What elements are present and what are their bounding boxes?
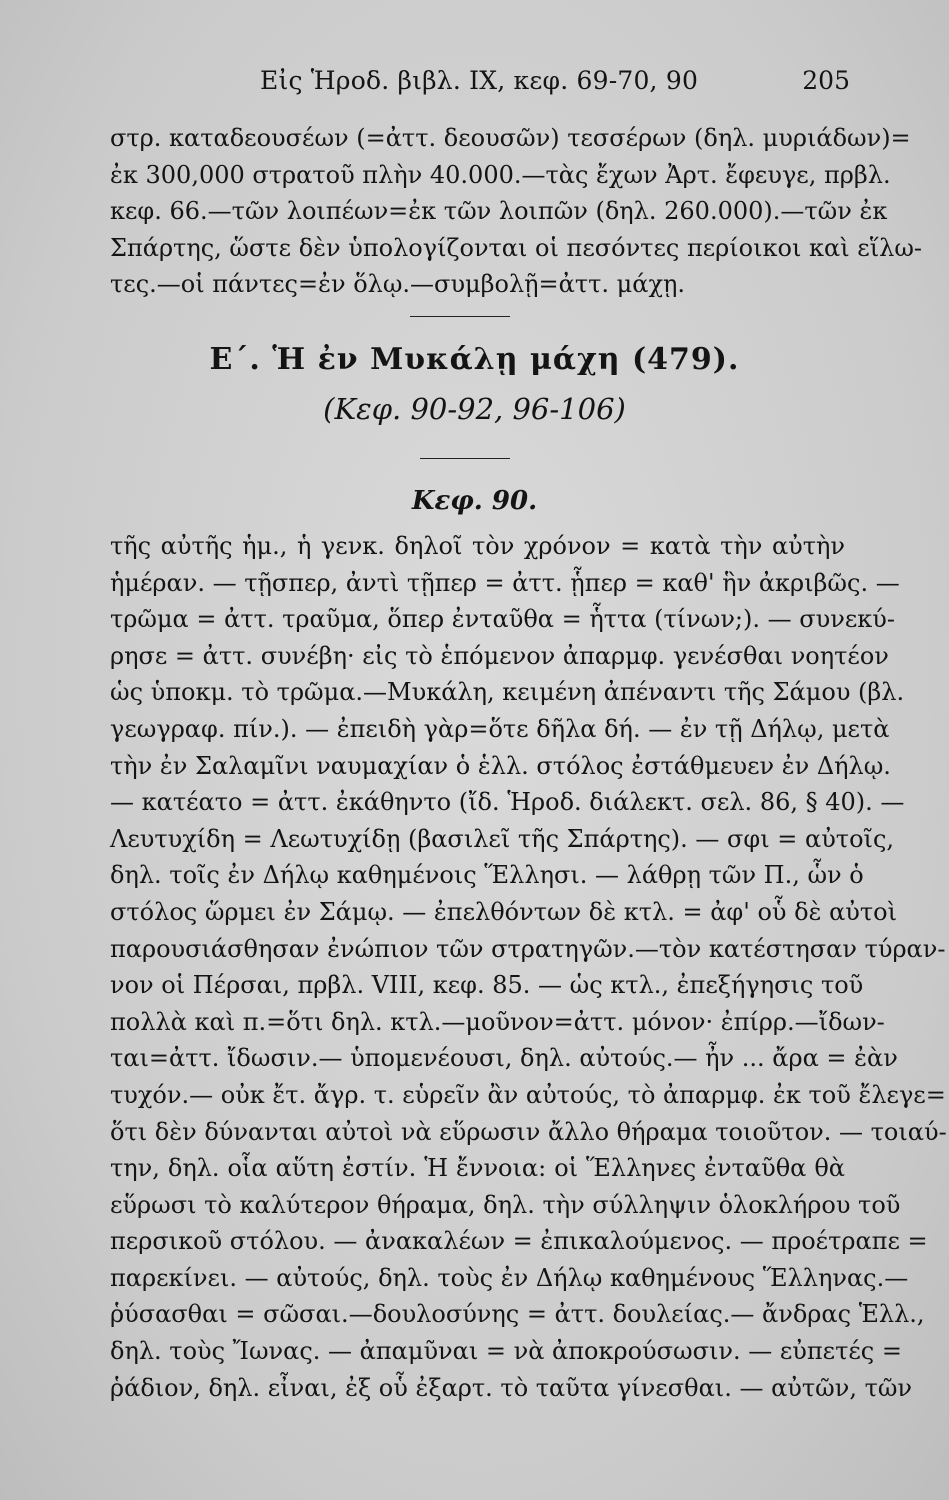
section-subtitle: (Κεφ. 90-92, 96-106) [323,392,626,426]
running-title: Εἰς Ἡροδ. βιβλ. IX, κεφ. 69-70, 90 [260,66,699,95]
text-line: τρῶμα = ἀττ. τραῦμα, ὅπερ ἐνταῦθα = ἧττα (τίνων;). — συνεκύ- [110,605,895,634]
text-line: παρουσιάσθησαν ἐνώπιον τῶν στρατηγῶν.—τὸν κατέστησαν τύραν- [110,934,946,963]
text-line: πολλὰ καὶ π.=ὅτι δηλ. κτλ.—μοῦνον=ἀττ. μόνον· ἐπίρρ.—ἴδων- [110,1007,885,1036]
text-line: τυχόν.— οὐκ ἔτ. ἄγρ. τ. εὑρεῖν ἂν αὐτούς, τὸ ἀπαρμφ. ἐκ τοῦ ἔλεγε= [110,1080,946,1109]
text-line: περσικοῦ στόλου. — ἀνακαλέων = ἐπικαλούμενος. — προέτραπε = [110,1227,928,1256]
text-line: την, δηλ. οἷα αὕτη ἐστίν. Ἡ ἔννοια: οἱ Ἕλληνες ἐνταῦθα θὰ [110,1154,845,1183]
text-line: Σπάρτης, ὥστε δὲν ὑπολογίζονται οἱ πεσόντες περίοικοι καὶ εἵλω- [110,233,923,262]
commentary-body [110,528,947,1406]
text-line: παρεκίνει. — αὐτούς, δηλ. τοὺς ἐν Δήλῳ καθημένους Ἕλληνας.— [110,1263,909,1292]
text-line: ῥύσασθαι = σῶσαι.—δουλοσύνης = ἀττ. δουλείας.— ἄνδρας Ἑλλ., [110,1300,925,1329]
text-line: ρησε = ἀττ. συνέβη· εἰς τὸ ἑπόμενον ἀπαρμφ. γενέσθαι νοητέον [110,641,889,670]
text-line: τες.—οἱ πάντες=ἐν ὅλῳ.—συμβολῇ=ἀττ. μάχῃ. [110,270,686,298]
text-line: νον οἱ Πέρσαι, πρβλ. VIII, κεφ. 85. — ὡς κτλ., ἐπεξήγησις τοῦ [110,971,864,1000]
text-line: εὕρωσι τὸ καλύτερον θήραμα, δηλ. τὴν σύλληψιν ὁλοκλήρου τοῦ [110,1190,901,1219]
running-head [110,62,850,102]
text-line: δηλ. τοῖς ἐν Δήλῳ καθημένοις Ἕλλησι. — λάθρῃ τῶν Π., ὧν ὁ [110,861,864,890]
text-line: ἡμέραν. — τῇσπερ, ἀντὶ τῇπερ = ἀττ. ᾗπερ = καθ' ἣν ἀκριβῶς. — [110,568,900,597]
text-line: τὴν ἐν Σαλαμῖνι ναυμαχίαν ὁ ἑλλ. στόλος ἐστάθμευεν ἐν Δήλῳ. [110,751,891,780]
text-line: ὅτι δὲν δύνανται αὐτοὶ νὰ εὕρωσιν ἄλλο θήραμα τοιοῦτον. — τοιαύ- [110,1117,947,1146]
divider-rule [410,316,510,317]
text-line: ται=ἀττ. ἴδωσιν.— ὑπομενέουσι, δηλ. αὐτούς.— ἦν ... ἄρα = ἐὰν [110,1044,898,1073]
text-line: δηλ. τοὺς Ἴωνας. — ἀπαμῦναι = νὰ ἀποκρούσωσιν. — εὐπετές = [110,1337,902,1366]
divider-rule [420,458,510,459]
text-line: στρ. καταδεουσέων (=ἀττ. δεουσῶν) τεσσέρων (δηλ. μυριάδων)= [110,124,911,152]
text-line: ἐκ 300,000 στρατοῦ πλὴν 40.000.—τὰς ἔχων Ἀρτ. ἔφευγε, πρβλ. [110,160,891,189]
text-line: Λευτυχίδη = Λεωτυχίδῃ (βασιλεῖ τῆς Σπάρτης). — σφι = αὐτοῖς, [110,824,895,853]
text-line: τῆς αὐτῆς ἡμ., ἡ γενκ. δηλοῖ τὸν χρόνον = κατὰ τὴν αὐτὴν [110,532,845,560]
text-line: ὡς ὑποκμ. τὸ τρῶμα.—Μυκάλη, κειμένη ἀπέναντι τῆς Σάμου (βλ. [110,678,905,707]
text-line: — κατέατο = ἀττ. ἐκάθηντο (ἴδ. Ἡροδ. διάλεκτ. σελ. 86, § 40). — [110,788,905,817]
commentary-continuation [110,120,923,303]
section-title: Ε΄. Ἡ ἐν Μυκάλῃ μάχη (479). [209,342,740,377]
text-line: γεωγραφ. πίν.). — ἐπειδὴ γὰρ=ὅτε δῆλα δή. — ἐν τῇ Δήλῳ, μετὰ [110,714,890,743]
text-line: στόλος ὥρμει ἐν Σάμῳ. — ἐπελθόντων δὲ κτλ. = ἀφ' οὗ δὲ αὐτοὶ [110,897,898,926]
chapter-heading: Κεφ. 90. [411,486,538,516]
text-line: ῥάδιον, δηλ. εἶναι, ἐξ οὗ ἐξαρτ. τὸ ταῦτα γίνεσθαι. — αὐτῶν, τῶν [110,1373,913,1402]
page-number: 205 [802,66,850,95]
text-line: κεφ. 66.—τῶν λοιπέων=ἐκ τῶν λοιπῶν (δηλ. 260.000).—τῶν ἐκ [110,197,888,225]
